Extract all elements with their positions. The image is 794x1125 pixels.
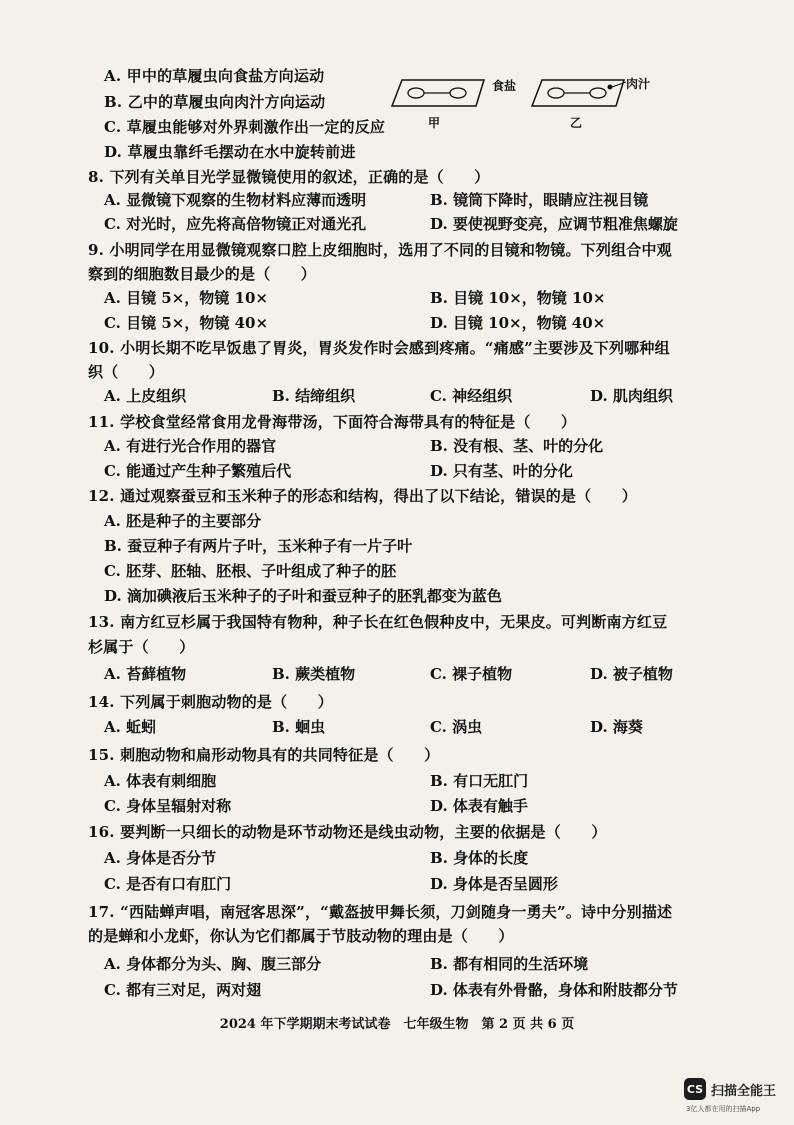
option-c: C. 裸子植物 xyxy=(430,665,513,683)
option-c: C. 对光时，应先将高倍物镜正对通光孔 xyxy=(104,215,367,233)
question-stem: 15. 刺胞动物和扁形动物具有的共同特征是（ ） xyxy=(88,746,440,764)
q7-option-d: D. 草履虫靠纤毛摆动在水中旋转前进 xyxy=(104,143,356,161)
q7-option-a: A. 甲中的草履虫向食盐方向运动 xyxy=(104,67,325,85)
question-stem: 14. 下列属于刺胞动物的是（ ） xyxy=(88,693,333,711)
option-a: A. 身体是否分节 xyxy=(104,849,217,867)
option-a: A. 显微镜下观察的生物材料应薄而透明 xyxy=(104,191,367,209)
option-b: B. 结缔组织 xyxy=(272,387,356,405)
q7-option-b: B. 乙中的草履虫向肉汁方向运动 xyxy=(104,93,326,111)
question-stem: 13. 南方红豆杉属于我国特有物种，种子长在红色假种皮中，无果皮。可判断南方红豆 xyxy=(88,613,668,631)
question-stem-cont: 察到的细胞数目最少的是（ ） xyxy=(88,265,317,283)
option-d: D. 滴加碘液后玉米种子的子叶和蚕豆种子的胚乳都变为蓝色 xyxy=(104,587,502,605)
question-stem: 8. 下列有关单目光学显微镜使用的叙述，正确的是（ ） xyxy=(88,168,490,186)
option-d: D. 要使视野变亮，应调节粗准焦螺旋 xyxy=(430,215,678,233)
label-juice: 肉汁 xyxy=(626,77,651,91)
option-c: C. 神经组织 xyxy=(430,387,513,405)
question-stem: 16. 要判断一只细长的动物是环节动物还是线虫动物，主要的依据是（ ） xyxy=(88,823,607,841)
option-d: D. 目镜 10×，物镜 40× xyxy=(430,314,606,332)
option-b: B. 镜筒下降时，眼睛应注视目镜 xyxy=(430,191,649,209)
question-stem-cont: 杉属于（ ） xyxy=(88,638,195,656)
question-stem: 9. 小明同学在用显微镜观察口腔上皮细胞时，选用了不同的目镜和物镜。下列组合中观 xyxy=(88,241,672,259)
question-stem: 11. 学校食堂经常食用龙骨海带汤，下面符合海带具有的特征是（ ） xyxy=(88,413,577,431)
option-d: D. 海葵 xyxy=(590,718,643,736)
option-a: A. 体表有刺细胞 xyxy=(104,772,217,790)
option-c: C. 能通过产生种子繁殖后代 xyxy=(104,462,292,480)
label-jia: 甲 xyxy=(428,116,441,130)
option-a: A. 身体都分为头、胸、腹三部分 xyxy=(104,955,322,973)
question-stem: 17. “西陆蝉声唱，南冠客思深”，“戴盔披甲舞长须，刀剑随身一勇夫”。诗中分别描述 xyxy=(88,903,673,921)
label-yi: 乙 xyxy=(570,116,583,130)
option-d: D. 身体是否呈圆形 xyxy=(430,875,558,893)
option-a: A. 蚯蚓 xyxy=(104,718,157,736)
option-a: A. 苔藓植物 xyxy=(104,665,187,683)
scanner-tagline: 3亿人都在用的扫描App xyxy=(686,1105,761,1113)
option-b: B. 有口无肛门 xyxy=(430,772,529,790)
option-b: B. 蛔虫 xyxy=(272,718,326,736)
option-d: D. 只有茎、叶的分化 xyxy=(430,462,573,480)
option-d: D. 被子植物 xyxy=(590,665,673,683)
option-a: A. 胚是种子的主要部分 xyxy=(104,512,262,530)
option-a: A. 有进行光合作用的器官 xyxy=(104,437,277,455)
scanner-name: 扫描全能王 xyxy=(711,1083,777,1099)
q7-option-c: C. 草履虫能够对外界刺激作出一定的反应 xyxy=(104,118,386,136)
option-b: B. 身体的长度 xyxy=(430,849,529,867)
cs-logo-icon: CS xyxy=(684,1078,706,1100)
question-stem-cont: 的是蝉和小龙虾，你认为它们都属于节肢动物的理由是（ ） xyxy=(88,927,514,945)
option-a: A. 目镜 5×，物镜 10× xyxy=(104,289,268,307)
page-footer: 2024 年下学期期末考试试卷 七年级生物 第 2 页 共 6 页 xyxy=(219,1017,575,1032)
option-c: C. 涡虫 xyxy=(430,718,483,736)
scanner-watermark xyxy=(684,1078,776,1100)
option-b: B. 蕨类植物 xyxy=(272,665,356,683)
option-c: C. 目镜 5×，物镜 40× xyxy=(104,314,269,332)
question-stem-cont: 织（ ） xyxy=(88,363,165,381)
option-c: C. 是否有口有肛门 xyxy=(104,875,232,893)
option-b: B. 目镜 10×，物镜 10× xyxy=(430,289,606,307)
question-stem: 10. 小明长期不吃早饭患了胃炎，胃炎发作时会感到疼痛。“痛感”主要涉及下列哪种组 xyxy=(88,339,670,357)
label-salt: 食盐 xyxy=(492,79,517,93)
option-b: B. 蚕豆种子有两片子叶，玉米种子有一片子叶 xyxy=(104,537,413,555)
option-b: B. 都有相同的生活环境 xyxy=(430,955,589,973)
option-d: D. 体表有外骨骼，身体和附肢都分节 xyxy=(430,981,678,999)
option-c: C. 胚芽、胚轴、胚根、子叶组成了种子的胚 xyxy=(104,562,397,580)
option-c: C. 都有三对足，两对翅 xyxy=(104,981,262,999)
option-a: A. 上皮组织 xyxy=(104,387,187,405)
option-d: D. 肌肉组织 xyxy=(590,387,673,405)
option-b: B. 没有根、茎、叶的分化 xyxy=(430,437,604,455)
option-c: C. 身体呈辐射对称 xyxy=(104,797,232,815)
question-stem: 12. 通过观察蚕豆和玉米种子的形态和结构，得出了以下结论，错误的是（ ） xyxy=(88,487,637,505)
option-d: D. 体表有触手 xyxy=(430,797,528,815)
paramecium-slides-figure xyxy=(388,72,688,132)
